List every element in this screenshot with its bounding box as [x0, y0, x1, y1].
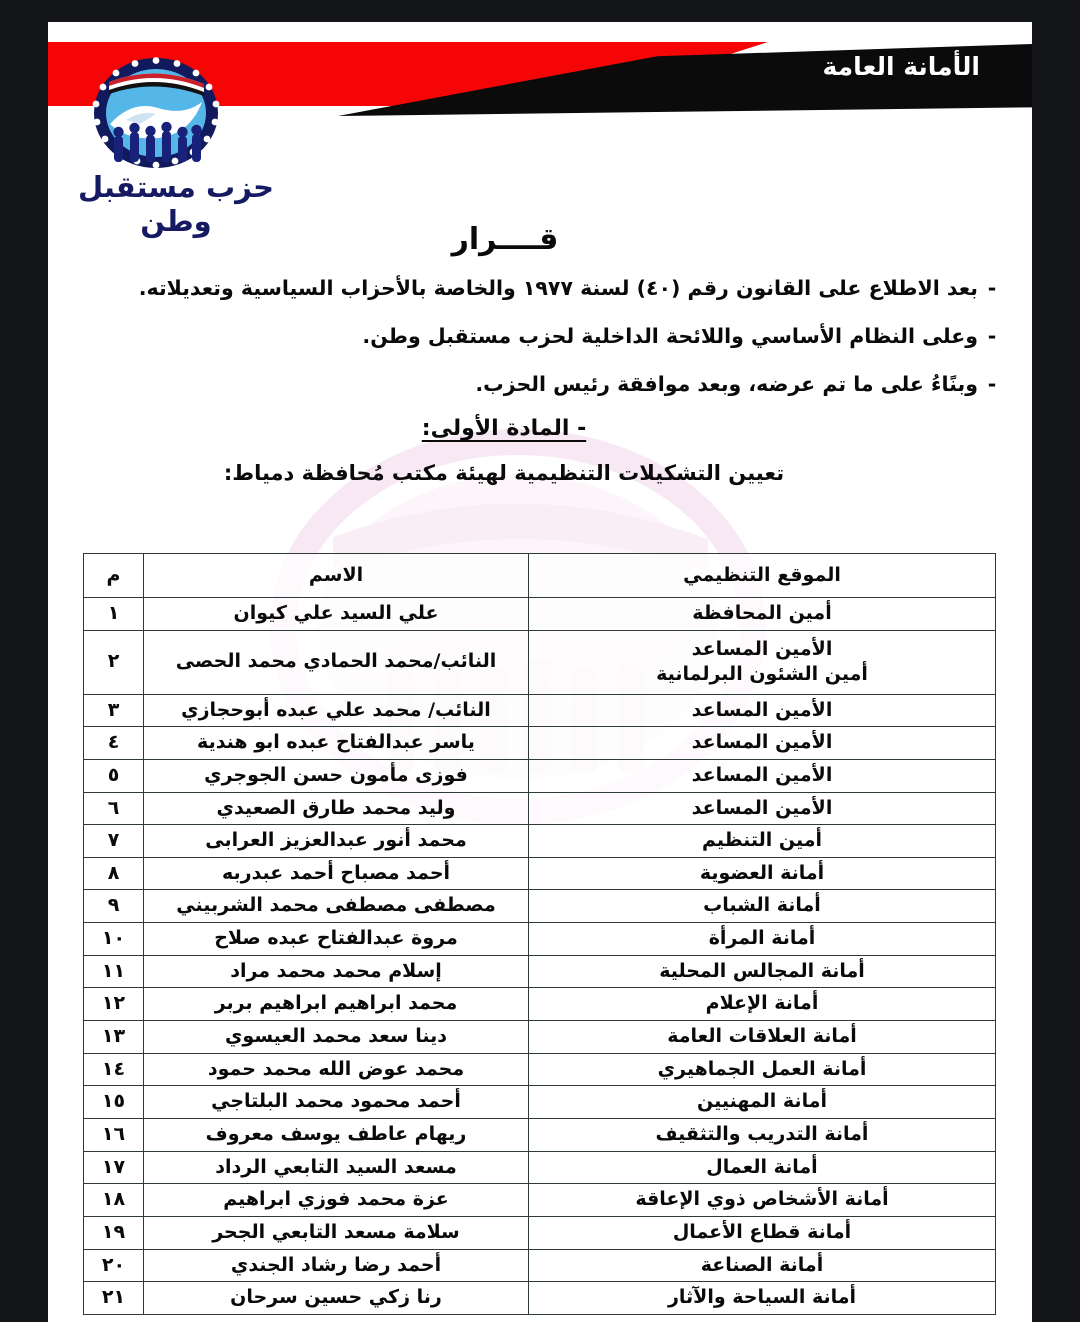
cell-name: ياسر عبدالفتاح عبده ابو هندية [144, 727, 529, 760]
position-line: الأمين المساعد [691, 763, 833, 786]
cell-name: أحمد رضا رشاد الجندي [144, 1249, 529, 1282]
position-line: الأمين المساعد [691, 731, 833, 754]
cell-number: ٥ [84, 759, 144, 792]
cell-position [529, 923, 996, 956]
decree-title: قــــرار [451, 222, 559, 257]
cell-position [529, 694, 996, 727]
position-line: أمانة المرأة [708, 927, 816, 950]
table-row [84, 759, 996, 792]
clause-bullet: - [987, 323, 997, 348]
table-row [84, 598, 996, 631]
cell-position [529, 857, 996, 890]
position-line: الأمين المساعد [691, 637, 833, 660]
cell-position [529, 1053, 996, 1086]
cell-number: ١٠ [84, 923, 144, 956]
column-header-number: م [84, 554, 144, 598]
position-line: أمانة المهنيين [697, 1090, 827, 1113]
table-row [84, 857, 996, 890]
cell-name: وليد محمد طارق الصعيدي [144, 792, 529, 825]
cell-position [529, 598, 996, 631]
clause-text: بعد الاطلاع على القانون رقم (٤٠) لسنة ١٩٧٧ والخاصة بالأحزاب السياسية وتعديلاته. [138, 276, 978, 300]
table-row [84, 1086, 996, 1119]
cell-name: فوزى مأمون حسن الجوجري [144, 759, 529, 792]
table-row [84, 1216, 996, 1249]
cell-number: ١١ [84, 955, 144, 988]
cell-position [529, 1216, 996, 1249]
cell-name: مروة عبدالفتاح عبده صلاح [144, 923, 529, 956]
table-row [84, 825, 996, 858]
cell-position [529, 727, 996, 760]
table-header-row [84, 554, 996, 598]
cell-number: ٨ [84, 857, 144, 890]
cell-number: ١٤ [84, 1053, 144, 1086]
clause-bullet: - [987, 371, 997, 396]
cell-number: ٤ [84, 727, 144, 760]
clause-list [48, 273, 1032, 399]
position-line: أمانة الصناعة [700, 1253, 824, 1276]
cell-position [529, 955, 996, 988]
cell-name: سلامة مسعد التابعي الجحر [144, 1216, 529, 1249]
cell-number: ١٣ [84, 1021, 144, 1054]
clause-item [62, 273, 1006, 304]
clause-bullet: - [987, 276, 997, 300]
cell-number: ١٦ [84, 1118, 144, 1151]
cell-position [529, 1021, 996, 1054]
document-body [48, 218, 1032, 485]
cell-number: ١ [84, 598, 144, 631]
table-row [84, 890, 996, 923]
table-row [84, 988, 996, 1021]
cell-number: ٣ [84, 694, 144, 727]
article-subtitle: تعيين التشكيلات التنظيمية لهيئة مكتب مُحافظة دمياط: [223, 461, 785, 486]
position-line: أمانة العمل الجماهيري [657, 1057, 867, 1080]
position-line-secondary: أمين الشئون البرلمانية [656, 663, 868, 686]
cell-name: مسعد السيد التابعي الرداد [144, 1151, 529, 1184]
position-line: أمين التنظيم [701, 829, 823, 852]
table-row [84, 1282, 996, 1315]
cell-number: ٧ [84, 825, 144, 858]
cell-position [529, 1184, 996, 1217]
cell-number: ١٢ [84, 988, 144, 1021]
cell-name: محمد ابراهيم ابراهيم بربر [144, 988, 529, 1021]
cell-number: ٦ [84, 792, 144, 825]
column-header-name: الاسم [144, 554, 529, 598]
table-row [84, 1151, 996, 1184]
position-line: الأمين المساعد [691, 698, 833, 721]
letterhead [48, 22, 1032, 238]
cell-name: علي السيد علي كيوان [144, 598, 529, 631]
table-row [84, 1184, 996, 1217]
cell-position [529, 1282, 996, 1315]
cell-name: عزة محمد فوزي ابراهيم [144, 1184, 529, 1217]
table-row [84, 955, 996, 988]
cell-position [529, 988, 996, 1021]
cell-name: رنا زكي حسين سرحان [144, 1282, 529, 1315]
cell-position [529, 1118, 996, 1151]
cell-number: ٢٠ [84, 1249, 144, 1282]
cell-name: النائب/ محمد علي عبده أبوحجازي [144, 694, 529, 727]
table-row [84, 792, 996, 825]
document-page [48, 22, 1032, 1322]
party-logo-icon [76, 54, 236, 172]
table-row [84, 694, 996, 727]
cell-position [529, 792, 996, 825]
clause-item [62, 369, 1006, 400]
table-row [84, 1021, 996, 1054]
position-line: أمانة الشباب [703, 894, 821, 917]
table-body [84, 598, 996, 1315]
cell-number: ٩ [84, 890, 144, 923]
cell-number: ٢ [84, 630, 144, 694]
cell-position [529, 1151, 996, 1184]
position-line: أمانة التدريب والتثقيف [655, 1122, 869, 1145]
cell-position [529, 890, 996, 923]
position-line: أمانة السياحة والآثار [667, 1286, 857, 1309]
position-line: أمانة المجالس المحلية [659, 959, 865, 982]
position-line: أمين المحافظة [692, 602, 832, 624]
table-row [84, 1053, 996, 1086]
cell-name: ريهام عاطف يوسف معروف [144, 1118, 529, 1151]
cell-position [529, 825, 996, 858]
cell-name: مصطفى مصطفى محمد الشربيني [144, 890, 529, 923]
table-row [84, 727, 996, 760]
table-row [84, 1249, 996, 1282]
cell-name: النائب/محمد الحمادي محمد الحصى [144, 630, 529, 694]
cell-position [529, 630, 996, 694]
clause-text: وعلى النظام الأساسي واللائحة الداخلية لحزب مستقبل وطن. [362, 323, 978, 348]
cell-name: دينا سعد محمد العيسوي [144, 1021, 529, 1054]
cell-number: ١٨ [84, 1184, 144, 1217]
position-line: أمانة العلاقات العامة [667, 1025, 857, 1048]
cell-number: ١٧ [84, 1151, 144, 1184]
column-header-position: الموقع التنظيمي [529, 554, 996, 598]
cell-position [529, 759, 996, 792]
roster-table-container [84, 553, 996, 1315]
cell-name: محمد عوض الله محمد حمود [144, 1053, 529, 1086]
table-header [84, 554, 996, 598]
cell-name: إسلام محمد محمد مراد [144, 955, 529, 988]
roster-table [83, 553, 996, 1315]
cell-name: أحمد مصباح أحمد عبدربه [144, 857, 529, 890]
cell-number: ١٩ [84, 1216, 144, 1249]
table-row [84, 1118, 996, 1151]
clause-text: وبنًاءُ على ما تم عرضه، وبعد موافقة رئيس الحزب. [475, 371, 978, 396]
cell-number: ٢١ [84, 1282, 144, 1315]
position-line: أمانة قطاع الأعمال [672, 1220, 852, 1243]
table-row [84, 630, 996, 694]
position-line: أمانة الأشخاص ذوي الإعاقة [635, 1188, 889, 1211]
position-line: أمانة العضوية [699, 861, 825, 884]
party-name: حزب مستقبل وطن [77, 170, 275, 238]
position-line: أمانة العمال [706, 1155, 818, 1178]
cell-name: أحمد محمود محمد البلتاجي [144, 1086, 529, 1119]
table-row [84, 923, 996, 956]
cell-position [529, 1086, 996, 1119]
cell-position [529, 1249, 996, 1282]
clause-item [62, 321, 1006, 352]
cell-name: محمد أنور عبدالعزيز العرابى [144, 825, 529, 858]
banner-title: الأمانة العامة [822, 52, 980, 81]
position-line: الأمين المساعد [691, 796, 833, 819]
article-heading: - المادة الأولى: [421, 416, 587, 442]
position-line: أمانة الإعلام [705, 992, 819, 1015]
cell-number: ١٥ [84, 1086, 144, 1119]
